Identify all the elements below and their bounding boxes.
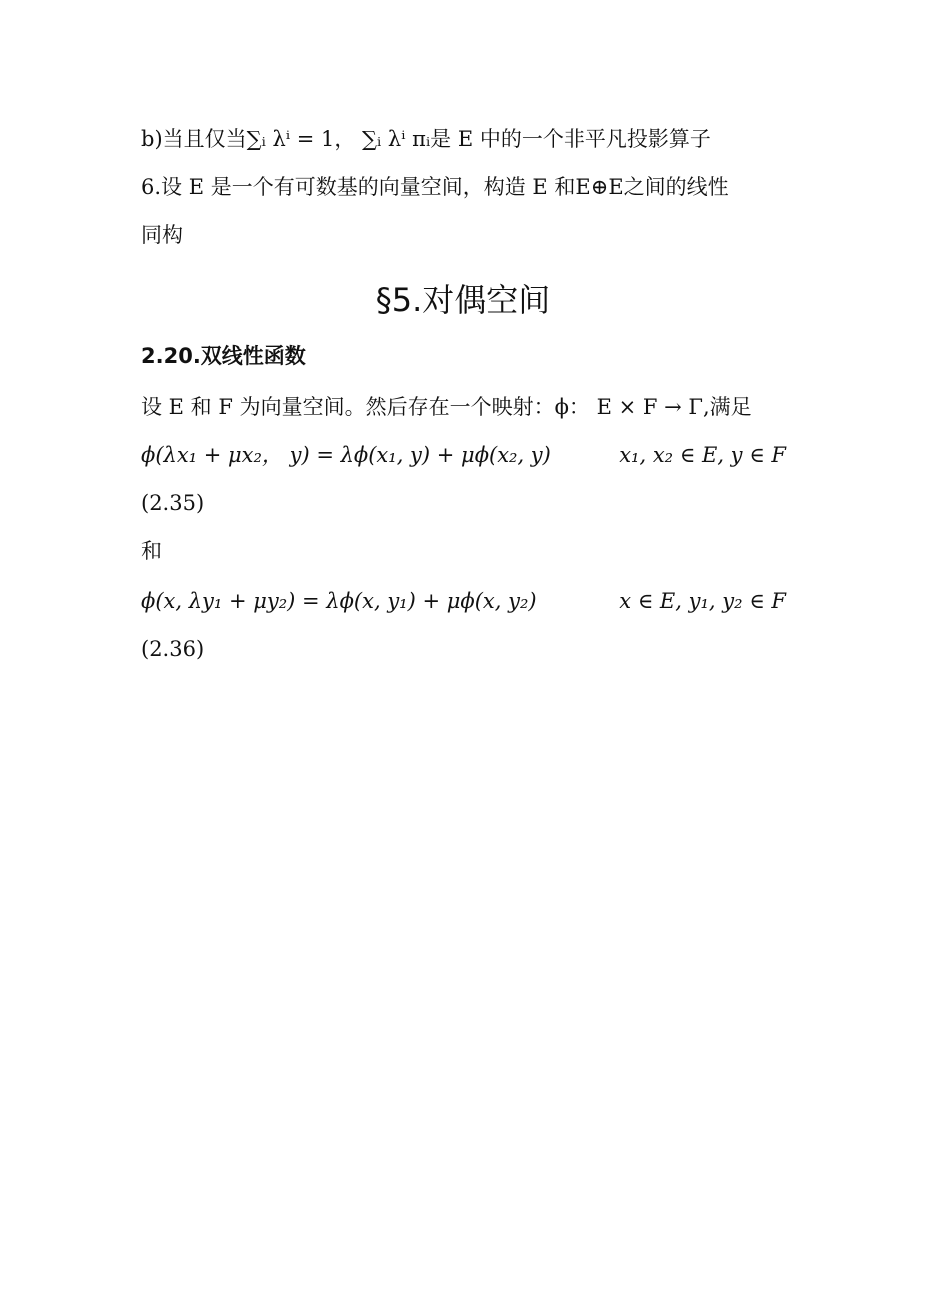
equation-2-36-condition: x ∈ E, y₁, y₂ ∈ F bbox=[619, 589, 786, 613]
subsection-heading: 2.20.双线性函数 bbox=[141, 344, 306, 368]
equation-2-35-label: (2.35) bbox=[141, 491, 205, 515]
section-title: §5.对偶空间 bbox=[375, 281, 551, 319]
equation-2-36-label: (2.36) bbox=[141, 637, 205, 661]
equation-2-35: ϕ(λx₁ + μx₂， y) = λϕ(x₁, y) + μϕ(x₂, y) bbox=[141, 443, 551, 467]
conjunction-text: 和 bbox=[141, 539, 162, 563]
equation-2-35-condition: x₁, x₂ ∈ E, y ∈ F bbox=[619, 443, 786, 467]
item-6-text-line1: 6.设 E 是一个有可数基的向量空间，构造 E 和E⊕E之间的线性 bbox=[141, 175, 729, 199]
intro-paragraph: 设 E 和 F 为向量空间。然后存在一个映射：ϕ： E × F → Γ,满足 bbox=[141, 395, 752, 419]
item-b-text: b)当且仅当∑ᵢ λⁱ = 1， ∑ᵢ λⁱ πᵢ是 E 中的一个非平凡投影算子 bbox=[141, 127, 711, 151]
equation-2-36: ϕ(x, λy₁ + μy₂) = λϕ(x, y₁) + μϕ(x, y₂) bbox=[141, 589, 537, 613]
item-6-text-line2: 同构 bbox=[141, 223, 183, 247]
